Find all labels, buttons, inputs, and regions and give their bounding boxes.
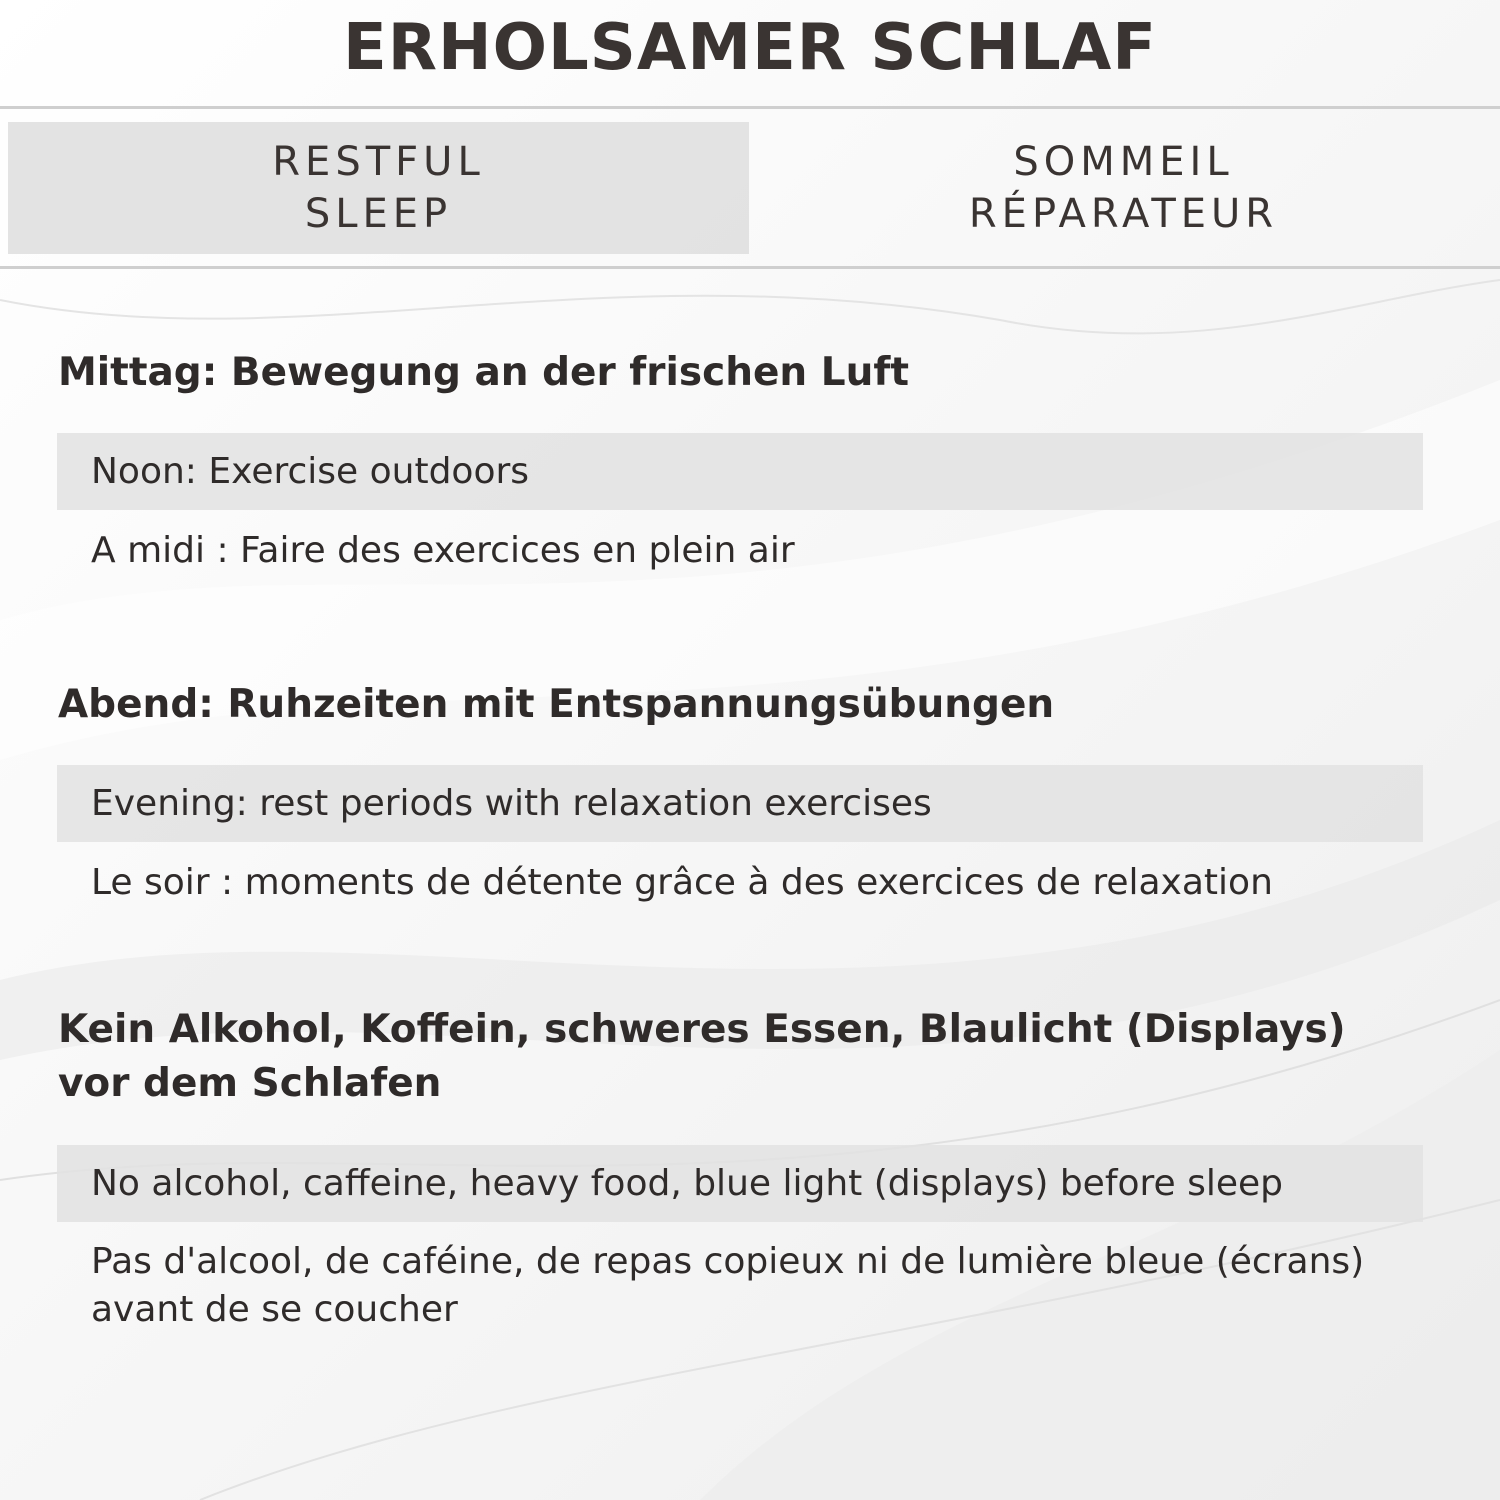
french-row-evening: Le soir : moments de détente grâce à des exercices de relaxation <box>91 862 1273 903</box>
tab-label-line-2: SLEEP <box>304 191 453 237</box>
section-heading-no-stimulants: Kein Alkohol, Koffein, schweres Essen, Blaulicht (Displays) vor dem Schlafen <box>58 1007 1346 1106</box>
tab-label-line-1: SOMMEIL <box>1013 139 1234 185</box>
english-text: Noon: Exercise outdoors <box>91 451 530 492</box>
english-row-evening <box>57 765 1423 842</box>
section-heading-evening: Abend: Ruhzeiten mit Entspannungsübungen <box>58 682 1055 727</box>
english-text: Evening: rest periods with relaxation exercises <box>91 783 932 824</box>
section-heading-noon: Mittag: Bewegung an der frischen Luft <box>58 350 909 395</box>
english-text: No alcohol, caffeine, heavy food, blue light (displays) before sleep <box>91 1163 1284 1204</box>
tab-restful-sleep[interactable] <box>8 122 749 254</box>
french-row-noon: A midi : Faire des exercices en plein air <box>91 530 795 571</box>
tab-sommeil-reparateur[interactable] <box>755 122 1492 254</box>
page-title: ERHOLSAMER SCHLAF <box>343 11 1157 85</box>
tab-label-line-1: RESTFUL <box>272 139 485 185</box>
english-row-no-stimulants <box>57 1145 1423 1222</box>
english-row-noon <box>57 433 1423 510</box>
divider-bottom <box>0 266 1500 269</box>
french-row-no-stimulants: Pas d'alcool, de caféine, de repas copieux ni de lumière bleue (écrans) avant de se coucher <box>91 1241 1365 1330</box>
divider-top <box>0 106 1500 109</box>
tab-label-line-2: RÉPARATEUR <box>968 191 1279 237</box>
